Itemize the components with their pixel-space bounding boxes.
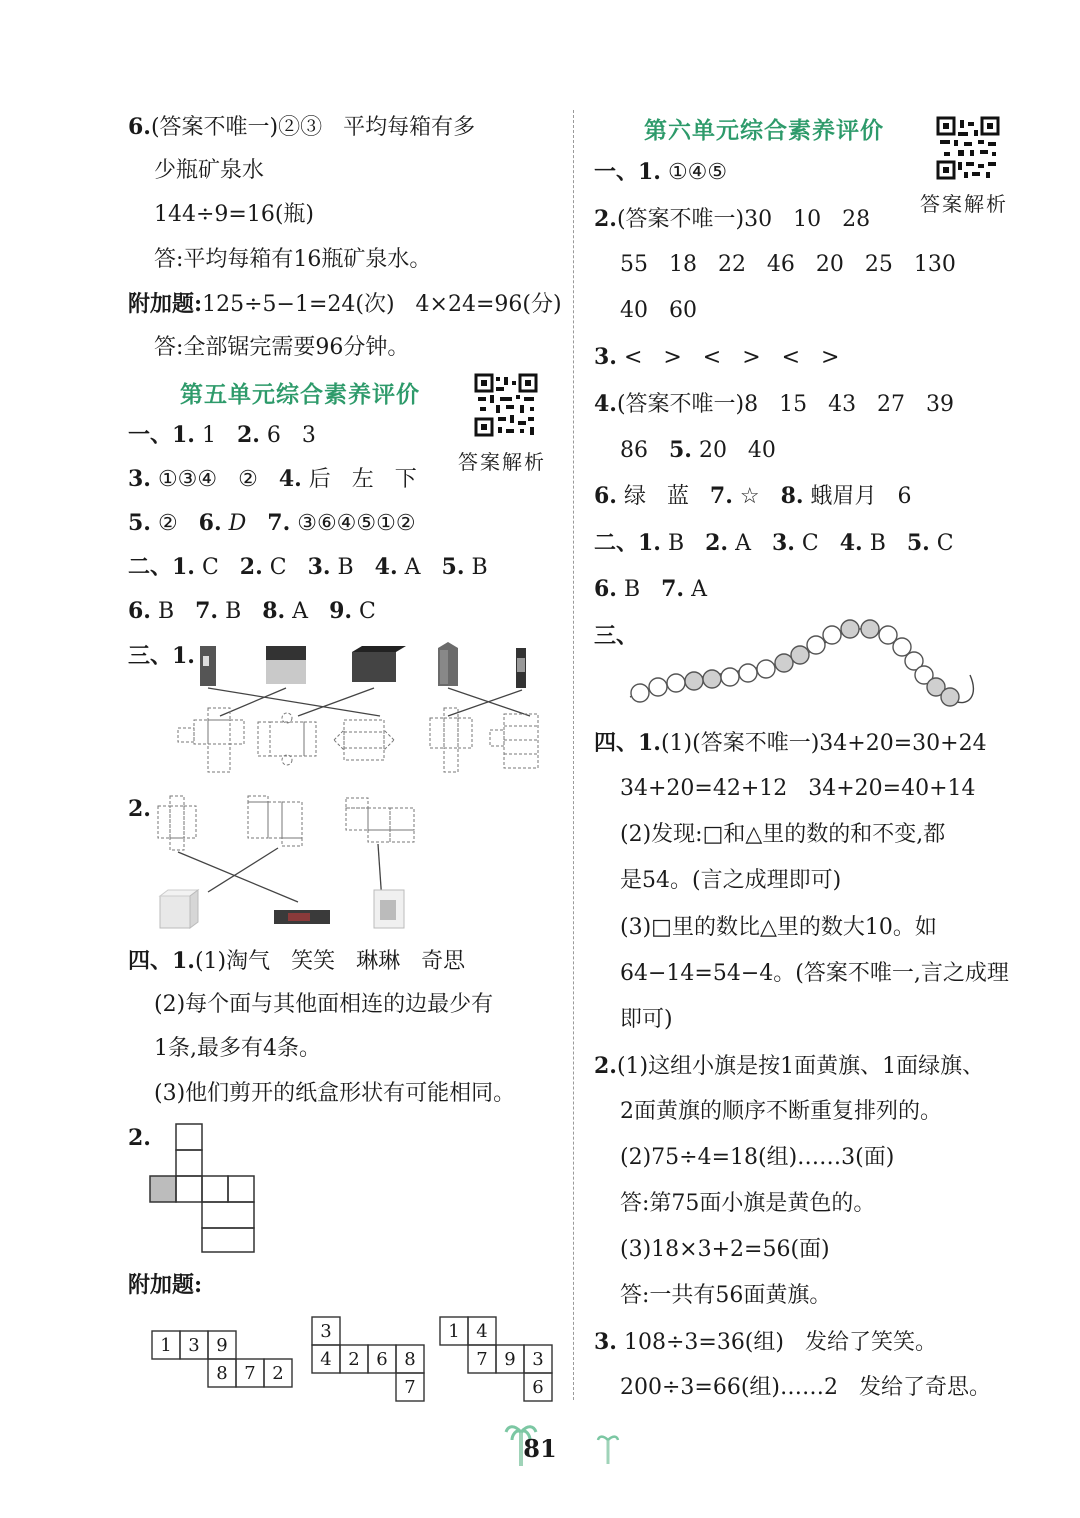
bonus-line: 附加题:125÷5−1=24(次) 4×24=96(分) bbox=[128, 291, 562, 317]
unit5-heading: 第五单元综合素养评价 bbox=[180, 382, 420, 408]
u6-part1-line1: 一、1. ①④⑤ bbox=[594, 159, 728, 185]
bead bbox=[791, 646, 809, 664]
bonus-answer: 答:全部锯完需要96分钟。 bbox=[154, 335, 410, 360]
matching-lines bbox=[208, 688, 530, 716]
bead bbox=[685, 672, 703, 690]
u6-part4-line13: 答:一共有56面黄旗。 bbox=[620, 1283, 832, 1308]
u5-part4-line2: (2)每个面与其他面相连的边最少有 bbox=[154, 992, 494, 1017]
u5-bonus-label: 附加题: bbox=[128, 1272, 203, 1298]
bead bbox=[841, 620, 859, 638]
u6-part4-line11: 答:第75面小旗是黄色的。 bbox=[620, 1191, 876, 1216]
u5-part4-line4: (3)他们剪开的纸盒形状有可能相同。 bbox=[154, 1081, 516, 1106]
grid1-cell: 8 bbox=[216, 1363, 228, 1384]
column-divider bbox=[573, 110, 574, 1400]
grid3-cell: 6 bbox=[532, 1377, 544, 1398]
u6-part4-line14: 3. 108÷3=36(组) 发给了笑笑。 bbox=[594, 1329, 937, 1355]
u6-part4-line2: 34+20=42+12 34+20=40+14 bbox=[620, 776, 976, 801]
u6-part4-line10: (2)75÷4=18(组)……3(面) bbox=[620, 1145, 895, 1170]
grid3-cell: 4 bbox=[476, 1321, 488, 1342]
u5-part4-q2-label: 2. bbox=[128, 1125, 151, 1151]
net-matching-figure-2 bbox=[148, 792, 568, 932]
grid1-cell: 7 bbox=[244, 1363, 256, 1384]
qr-label: 答案解析 bbox=[920, 192, 1008, 216]
q6-line-2: 少瓶矿泉水 bbox=[154, 158, 265, 183]
q6-equation: 144÷9=16(瓶) bbox=[154, 202, 315, 227]
bead bbox=[739, 664, 757, 682]
grid3-cell: 7 bbox=[476, 1349, 488, 1370]
unit6-heading: 第六单元综合素养评价 bbox=[644, 118, 884, 144]
grid3-cell: 9 bbox=[504, 1349, 516, 1370]
bead bbox=[775, 654, 793, 672]
grid1-cell: 1 bbox=[160, 1335, 172, 1356]
u5-part4-line1: 四、1.(1)淘气 笑笑 琳琳 奇思 bbox=[128, 948, 466, 974]
bead bbox=[861, 620, 879, 638]
solid-objects-row bbox=[200, 642, 526, 688]
grid2-cell: 7 bbox=[404, 1377, 416, 1398]
u6-part4-line8: 2.(1)这组小旗是按1面黄旗、1面绿旗、 bbox=[594, 1053, 985, 1079]
u6-part4-line6: 64−14=54−4。(答案不唯一,言之成理 bbox=[620, 961, 1009, 986]
grid2-cell: 8 bbox=[404, 1349, 416, 1370]
u6-part4-line12: (3)18×3+2=56(面) bbox=[620, 1237, 830, 1262]
u5-part1-line3: 5. ② 6. D 7. ③⑥④⑤①② bbox=[128, 510, 416, 536]
grid1-cell: 9 bbox=[216, 1335, 228, 1356]
u6-part4-line4: 是54。(言之成理即可) bbox=[620, 868, 842, 893]
qr-label: 答案解析 bbox=[458, 450, 546, 474]
qr-code-icon bbox=[474, 373, 538, 437]
u5-part2-line1: 二、1. C 2. C 3. B 4. A 5. B bbox=[128, 554, 488, 580]
bead bbox=[757, 660, 775, 678]
q6-line-1: 6.(答案不唯一)②③ 平均每箱有多 bbox=[128, 114, 476, 140]
net-matching-figure-1 bbox=[148, 640, 568, 770]
u5-part3-label: 三、1. bbox=[128, 643, 195, 669]
u6-part1-line4: 40 60 bbox=[620, 298, 697, 323]
u6-part4-line15: 200÷3=66(组)……2 发给了奇思。 bbox=[620, 1375, 991, 1400]
u6-part3-label: 三、 bbox=[594, 623, 639, 649]
grid2-cell: 2 bbox=[348, 1349, 360, 1370]
net-diagrams-row-2 bbox=[158, 796, 414, 850]
u6-part1-line7: 86 5. 20 40 bbox=[620, 437, 776, 463]
u5-part1-line2: 3. ①③④ ② 4. 后 左 下 bbox=[128, 466, 417, 492]
u6-part1-line3: 55 18 22 46 20 25 130 bbox=[620, 252, 956, 277]
u5-part3-q2-label: 2. bbox=[128, 796, 151, 822]
bead bbox=[667, 674, 685, 692]
bead bbox=[703, 670, 721, 688]
cube-net-figure bbox=[150, 1122, 290, 1254]
u6-part2-line1: 二、1. B 2. A 3. C 4. B 5. C bbox=[594, 530, 954, 556]
u5-part4-line3: 1条,最多有4条。 bbox=[154, 1036, 321, 1061]
grid3-cell: 3 bbox=[532, 1349, 544, 1370]
grid2-cell: 6 bbox=[376, 1349, 388, 1370]
matching-lines-2 bbox=[178, 844, 382, 902]
bead bbox=[721, 668, 739, 686]
bead-string-figure bbox=[624, 615, 984, 715]
bead bbox=[941, 688, 959, 706]
net-diagrams-row bbox=[178, 708, 538, 772]
grid2-cell: 3 bbox=[320, 1321, 332, 1342]
u6-part4-line9: 2面黄旗的顺序不断重复排列的。 bbox=[620, 1099, 942, 1124]
number-grids-figure bbox=[150, 1315, 570, 1405]
u6-part4-line1: 四、1.(1)(答案不唯一)34+20=30+24 bbox=[594, 730, 987, 756]
bead bbox=[631, 684, 649, 702]
u5-part2-line2: 6. B 7. B 8. A 9. C bbox=[128, 598, 376, 624]
page-number: 81 bbox=[523, 1434, 557, 1463]
grid1-cell: 2 bbox=[272, 1363, 284, 1384]
u6-part4-line7: 即可) bbox=[620, 1007, 673, 1032]
qr-code-icon bbox=[936, 116, 1000, 180]
u6-part1-line2: 2.(答案不唯一)30 10 28 bbox=[594, 206, 871, 232]
bead bbox=[649, 678, 667, 696]
palm-tree-icon bbox=[598, 1432, 618, 1464]
grid2-cell: 4 bbox=[320, 1349, 332, 1370]
bead bbox=[823, 626, 841, 644]
u6-part4-line3: (2)发现:□和△里的数的和不变,都 bbox=[620, 822, 946, 847]
u6-part2-line2: 6. B 7. A bbox=[594, 576, 707, 602]
u6-part4-line5: (3)□里的数比△里的数大10。如 bbox=[620, 915, 937, 940]
bead bbox=[807, 636, 825, 654]
bead-group bbox=[631, 620, 959, 706]
u6-part1-line5: 3. < > < > < > bbox=[594, 344, 840, 370]
q6-answer: 答:平均每箱有16瓶矿泉水。 bbox=[154, 247, 432, 272]
u5-part1-line1: 一、1. 1 2. 6 3 bbox=[128, 422, 316, 448]
u6-part1-line8: 6. 绿 蓝 7. ☆ 8. 蛾眉月 6 bbox=[594, 483, 912, 509]
grid1-cell: 3 bbox=[188, 1335, 200, 1356]
grid3-cell: 1 bbox=[448, 1321, 460, 1342]
u6-part1-line6: 4.(答案不唯一)8 15 43 27 39 bbox=[594, 391, 955, 417]
